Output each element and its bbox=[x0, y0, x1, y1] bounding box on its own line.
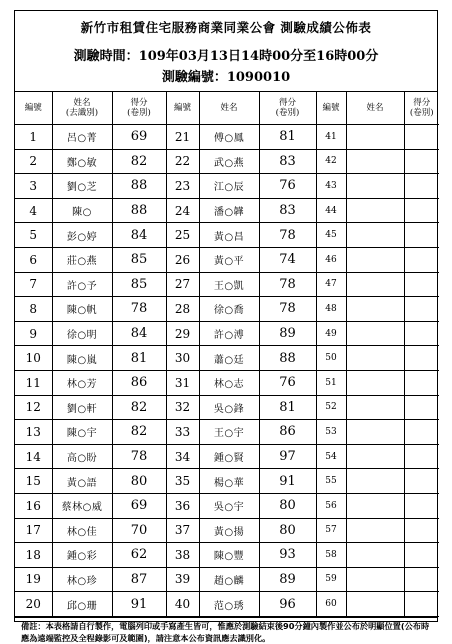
cell-score-3 bbox=[404, 346, 439, 371]
cell-name-1: 呂○菁 bbox=[52, 125, 112, 150]
cell-score-1: 85 bbox=[112, 272, 166, 297]
col-header-score-1 bbox=[112, 92, 166, 125]
cell-name-3 bbox=[346, 543, 404, 568]
cell-name-2: 王○凱 bbox=[199, 272, 259, 297]
col-header-no-2: 編號 bbox=[166, 92, 199, 125]
cell-name-3 bbox=[346, 493, 404, 518]
cell-name-2: 黃○平 bbox=[199, 247, 259, 272]
cell-no-3: 60 bbox=[316, 592, 346, 617]
cell-no-1: 10 bbox=[15, 346, 52, 371]
cell-no-1: 13 bbox=[15, 420, 52, 445]
cell-no-2: 39 bbox=[166, 567, 199, 592]
cell-name-1: 劉○芝 bbox=[52, 174, 112, 199]
cell-no-1: 9 bbox=[15, 321, 52, 346]
cell-score-1: 84 bbox=[112, 223, 166, 248]
cell-score-1: 85 bbox=[112, 247, 166, 272]
cell-no-3: 49 bbox=[316, 321, 346, 346]
cell-name-2: 鍾○賢 bbox=[199, 444, 259, 469]
cell-no-1: 8 bbox=[15, 297, 52, 322]
cell-score-1: 80 bbox=[112, 469, 166, 494]
cell-name-2: 陳○豐 bbox=[199, 543, 259, 568]
cell-no-1: 3 bbox=[15, 174, 52, 199]
table-header-row bbox=[15, 92, 439, 125]
cell-score-2: 89 bbox=[259, 567, 316, 592]
table-row bbox=[15, 370, 439, 395]
cell-name-3 bbox=[346, 125, 404, 150]
cell-name-3 bbox=[346, 174, 404, 199]
cell-no-3: 57 bbox=[316, 518, 346, 543]
cell-score-1: 69 bbox=[112, 493, 166, 518]
cell-name-3 bbox=[346, 223, 404, 248]
footer-note: 備註：本表格請自行製作，電腦列印或手寫產生皆可，惟應於測驗結束後90分鐘內製作並公布於明顯位置(公布時應為遠端監控及全程錄影可及範圍)，請注意本公布資訊應去識別化。 bbox=[15, 617, 437, 644]
cell-no-3: 56 bbox=[316, 493, 346, 518]
cell-name-2: 吳○鋒 bbox=[199, 395, 259, 420]
col-header-name-3: 姓名 bbox=[346, 92, 404, 125]
cell-score-2: 96 bbox=[259, 592, 316, 617]
table-row bbox=[15, 592, 439, 617]
cell-no-2: 25 bbox=[166, 223, 199, 248]
cell-no-2: 38 bbox=[166, 543, 199, 568]
cell-name-3 bbox=[346, 567, 404, 592]
cell-score-1: 69 bbox=[112, 125, 166, 150]
cell-score-2: 76 bbox=[259, 370, 316, 395]
table-row bbox=[15, 149, 439, 174]
cell-no-3: 52 bbox=[316, 395, 346, 420]
cell-score-2: 81 bbox=[259, 125, 316, 150]
table-row bbox=[15, 567, 439, 592]
cell-name-1: 彭○婷 bbox=[52, 223, 112, 248]
cell-no-3: 55 bbox=[316, 469, 346, 494]
cell-name-3 bbox=[346, 346, 404, 371]
table-row bbox=[15, 493, 439, 518]
table-row bbox=[15, 469, 439, 494]
cell-name-2: 楊○華 bbox=[199, 469, 259, 494]
cell-no-1: 20 bbox=[15, 592, 52, 617]
cell-name-3 bbox=[346, 297, 404, 322]
cell-no-1: 15 bbox=[15, 469, 52, 494]
cell-no-2: 35 bbox=[166, 469, 199, 494]
cell-score-3 bbox=[404, 223, 439, 248]
col-header-name-2: 姓名 bbox=[199, 92, 259, 125]
cell-score-2: 83 bbox=[259, 149, 316, 174]
cell-score-2: 93 bbox=[259, 543, 316, 568]
col-header-score-3 bbox=[404, 92, 439, 125]
cell-score-3 bbox=[404, 297, 439, 322]
cell-no-3: 50 bbox=[316, 346, 346, 371]
cell-no-1: 5 bbox=[15, 223, 52, 248]
cell-name-1: 陳○嵐 bbox=[52, 346, 112, 371]
cell-no-1: 17 bbox=[15, 518, 52, 543]
cell-no-1: 12 bbox=[15, 395, 52, 420]
cell-no-2: 27 bbox=[166, 272, 199, 297]
cell-name-1: 鄭○敏 bbox=[52, 149, 112, 174]
cell-no-2: 24 bbox=[166, 198, 199, 223]
cell-score-2: 89 bbox=[259, 321, 316, 346]
cell-name-1: 徐○明 bbox=[52, 321, 112, 346]
table-row bbox=[15, 223, 439, 248]
cell-name-2: 黃○昌 bbox=[199, 223, 259, 248]
cell-name-2: 徐○喬 bbox=[199, 297, 259, 322]
cell-no-2: 32 bbox=[166, 395, 199, 420]
cell-no-1: 11 bbox=[15, 370, 52, 395]
cell-score-1: 82 bbox=[112, 395, 166, 420]
cell-score-3 bbox=[404, 198, 439, 223]
col-header-name-1 bbox=[52, 92, 112, 125]
cell-score-1: 82 bbox=[112, 420, 166, 445]
cell-score-3 bbox=[404, 493, 439, 518]
cell-no-3: 47 bbox=[316, 272, 346, 297]
cell-no-3: 46 bbox=[316, 247, 346, 272]
cell-name-3 bbox=[346, 469, 404, 494]
col-header-score-text: 得分 bbox=[413, 98, 431, 108]
cell-name-1: 蔡林○威 bbox=[52, 493, 112, 518]
cell-score-2: 81 bbox=[259, 395, 316, 420]
cell-name-3 bbox=[346, 198, 404, 223]
cell-name-2: 江○辰 bbox=[199, 174, 259, 199]
cell-name-2: 王○宇 bbox=[199, 420, 259, 445]
cell-score-2: 80 bbox=[259, 493, 316, 518]
cell-no-3: 54 bbox=[316, 444, 346, 469]
table-row bbox=[15, 272, 439, 297]
cell-no-1: 16 bbox=[15, 493, 52, 518]
cell-score-1: 78 bbox=[112, 444, 166, 469]
cell-no-1: 19 bbox=[15, 567, 52, 592]
cell-no-3: 59 bbox=[316, 567, 346, 592]
cell-name-1: 陳○帆 bbox=[52, 297, 112, 322]
cell-name-3 bbox=[346, 444, 404, 469]
table-row bbox=[15, 125, 439, 150]
cell-score-1: 70 bbox=[112, 518, 166, 543]
cell-name-1: 許○予 bbox=[52, 272, 112, 297]
cell-no-2: 36 bbox=[166, 493, 199, 518]
cell-name-2: 潘○韡 bbox=[199, 198, 259, 223]
cell-no-2: 22 bbox=[166, 149, 199, 174]
table-row bbox=[15, 444, 439, 469]
cell-score-3 bbox=[404, 247, 439, 272]
cell-score-2: 74 bbox=[259, 247, 316, 272]
score-table bbox=[15, 92, 439, 617]
cell-name-3 bbox=[346, 247, 404, 272]
cell-score-3 bbox=[404, 395, 439, 420]
cell-score-3 bbox=[404, 174, 439, 199]
col-header-name-text: 姓名 bbox=[73, 98, 91, 108]
cell-score-2: 76 bbox=[259, 174, 316, 199]
table-row bbox=[15, 420, 439, 445]
cell-no-1: 6 bbox=[15, 247, 52, 272]
cell-score-3 bbox=[404, 125, 439, 150]
cell-no-3: 42 bbox=[316, 149, 346, 174]
cell-no-3: 43 bbox=[316, 174, 346, 199]
cell-no-1: 7 bbox=[15, 272, 52, 297]
cell-name-2: 范○琇 bbox=[199, 592, 259, 617]
cell-name-1: 鍾○彩 bbox=[52, 543, 112, 568]
cell-score-2: 78 bbox=[259, 297, 316, 322]
exam-code bbox=[15, 64, 437, 85]
cell-score-3 bbox=[404, 321, 439, 346]
exam-code-label: 測驗編號： bbox=[161, 70, 227, 85]
cell-name-2: 吳○宇 bbox=[199, 493, 259, 518]
cell-no-2: 26 bbox=[166, 247, 199, 272]
cell-score-3 bbox=[404, 149, 439, 174]
cell-name-1: 陳○宇 bbox=[52, 420, 112, 445]
table-row bbox=[15, 174, 439, 199]
cell-score-1: 81 bbox=[112, 346, 166, 371]
cell-name-3 bbox=[346, 272, 404, 297]
cell-name-2: 黃○揚 bbox=[199, 518, 259, 543]
col-header-name-sub: (去識別) bbox=[65, 108, 99, 118]
table-row bbox=[15, 543, 439, 568]
cell-score-2: 86 bbox=[259, 420, 316, 445]
cell-name-1: 陳○ bbox=[52, 198, 112, 223]
cell-score-3 bbox=[404, 518, 439, 543]
cell-no-2: 33 bbox=[166, 420, 199, 445]
cell-name-1: 林○芳 bbox=[52, 370, 112, 395]
cell-name-3 bbox=[346, 518, 404, 543]
table-row bbox=[15, 321, 439, 346]
cell-name-3 bbox=[346, 592, 404, 617]
cell-name-1: 黃○語 bbox=[52, 469, 112, 494]
cell-score-1: 78 bbox=[112, 297, 166, 322]
cell-no-1: 2 bbox=[15, 149, 52, 174]
cell-no-1: 4 bbox=[15, 198, 52, 223]
table-row bbox=[15, 518, 439, 543]
cell-no-1: 18 bbox=[15, 543, 52, 568]
table-row bbox=[15, 198, 439, 223]
cell-no-2: 31 bbox=[166, 370, 199, 395]
score-table-body bbox=[15, 125, 439, 617]
cell-score-1: 84 bbox=[112, 321, 166, 346]
cell-no-3: 53 bbox=[316, 420, 346, 445]
exam-time bbox=[15, 36, 437, 64]
table-row bbox=[15, 297, 439, 322]
cell-score-3 bbox=[404, 370, 439, 395]
cell-no-3: 58 bbox=[316, 543, 346, 568]
exam-code-value: 1090010 bbox=[226, 70, 291, 85]
cell-name-2: 林○志 bbox=[199, 370, 259, 395]
col-header-no-1: 編號 bbox=[15, 92, 52, 125]
cell-name-1: 莊○燕 bbox=[52, 247, 112, 272]
cell-score-1: 87 bbox=[112, 567, 166, 592]
table-row bbox=[15, 395, 439, 420]
cell-name-1: 林○珍 bbox=[52, 567, 112, 592]
cell-name-1: 劉○軒 bbox=[52, 395, 112, 420]
cell-score-2: 78 bbox=[259, 272, 316, 297]
cell-name-3 bbox=[346, 149, 404, 174]
col-header-score-sub: (卷別) bbox=[409, 108, 434, 118]
col-header-score-sub: (卷別) bbox=[127, 108, 151, 118]
cell-no-2: 23 bbox=[166, 174, 199, 199]
cell-score-3 bbox=[404, 272, 439, 297]
cell-score-1: 88 bbox=[112, 174, 166, 199]
cell-score-1: 82 bbox=[112, 149, 166, 174]
cell-score-3 bbox=[404, 420, 439, 445]
cell-score-2: 88 bbox=[259, 346, 316, 371]
score-announcement-sheet bbox=[14, 10, 438, 643]
exam-time-label: 測驗時間： bbox=[73, 49, 139, 64]
cell-name-2: 傅○鳳 bbox=[199, 125, 259, 150]
sheet-header bbox=[15, 11, 437, 92]
cell-no-3: 44 bbox=[316, 198, 346, 223]
cell-no-2: 34 bbox=[166, 444, 199, 469]
cell-name-2: 武○燕 bbox=[199, 149, 259, 174]
cell-name-3 bbox=[346, 321, 404, 346]
cell-score-1: 91 bbox=[112, 592, 166, 617]
cell-score-2: 80 bbox=[259, 518, 316, 543]
cell-no-1: 1 bbox=[15, 125, 52, 150]
cell-score-3 bbox=[404, 592, 439, 617]
cell-no-2: 30 bbox=[166, 346, 199, 371]
cell-name-3 bbox=[346, 395, 404, 420]
cell-score-3 bbox=[404, 444, 439, 469]
cell-score-1: 88 bbox=[112, 198, 166, 223]
cell-score-3 bbox=[404, 469, 439, 494]
cell-no-2: 28 bbox=[166, 297, 199, 322]
cell-no-3: 45 bbox=[316, 223, 346, 248]
cell-no-3: 51 bbox=[316, 370, 346, 395]
cell-score-2: 91 bbox=[259, 469, 316, 494]
cell-name-1: 林○佳 bbox=[52, 518, 112, 543]
cell-name-2: 蕭○廷 bbox=[199, 346, 259, 371]
table-row bbox=[15, 346, 439, 371]
cell-score-1: 62 bbox=[112, 543, 166, 568]
cell-no-1: 14 bbox=[15, 444, 52, 469]
col-header-score-sub: (卷別) bbox=[275, 108, 300, 118]
cell-name-1: 邱○珊 bbox=[52, 592, 112, 617]
cell-name-2: 許○溥 bbox=[199, 321, 259, 346]
col-header-score-text: 得分 bbox=[130, 98, 148, 108]
cell-score-2: 78 bbox=[259, 223, 316, 248]
exam-time-value: 109年03月13日14時00分至16時00分 bbox=[138, 49, 379, 64]
cell-score-3 bbox=[404, 543, 439, 568]
cell-name-2: 趙○麟 bbox=[199, 567, 259, 592]
cell-no-2: 40 bbox=[166, 592, 199, 617]
cell-score-1: 86 bbox=[112, 370, 166, 395]
cell-score-3 bbox=[404, 567, 439, 592]
table-row bbox=[15, 247, 439, 272]
cell-no-2: 29 bbox=[166, 321, 199, 346]
cell-no-3: 48 bbox=[316, 297, 346, 322]
cell-score-2: 83 bbox=[259, 198, 316, 223]
col-header-score-text: 得分 bbox=[278, 98, 296, 108]
cell-name-3 bbox=[346, 370, 404, 395]
cell-no-2: 21 bbox=[166, 125, 199, 150]
cell-name-3 bbox=[346, 420, 404, 445]
cell-score-2: 97 bbox=[259, 444, 316, 469]
cell-no-2: 37 bbox=[166, 518, 199, 543]
sheet-title: 新竹市租賃住宅服務商業同業公會 測驗成績公佈表 bbox=[80, 20, 372, 35]
col-header-no-3: 編號 bbox=[316, 92, 346, 125]
cell-no-3: 41 bbox=[316, 125, 346, 150]
cell-name-1: 高○盼 bbox=[52, 444, 112, 469]
col-header-score-2 bbox=[259, 92, 316, 125]
